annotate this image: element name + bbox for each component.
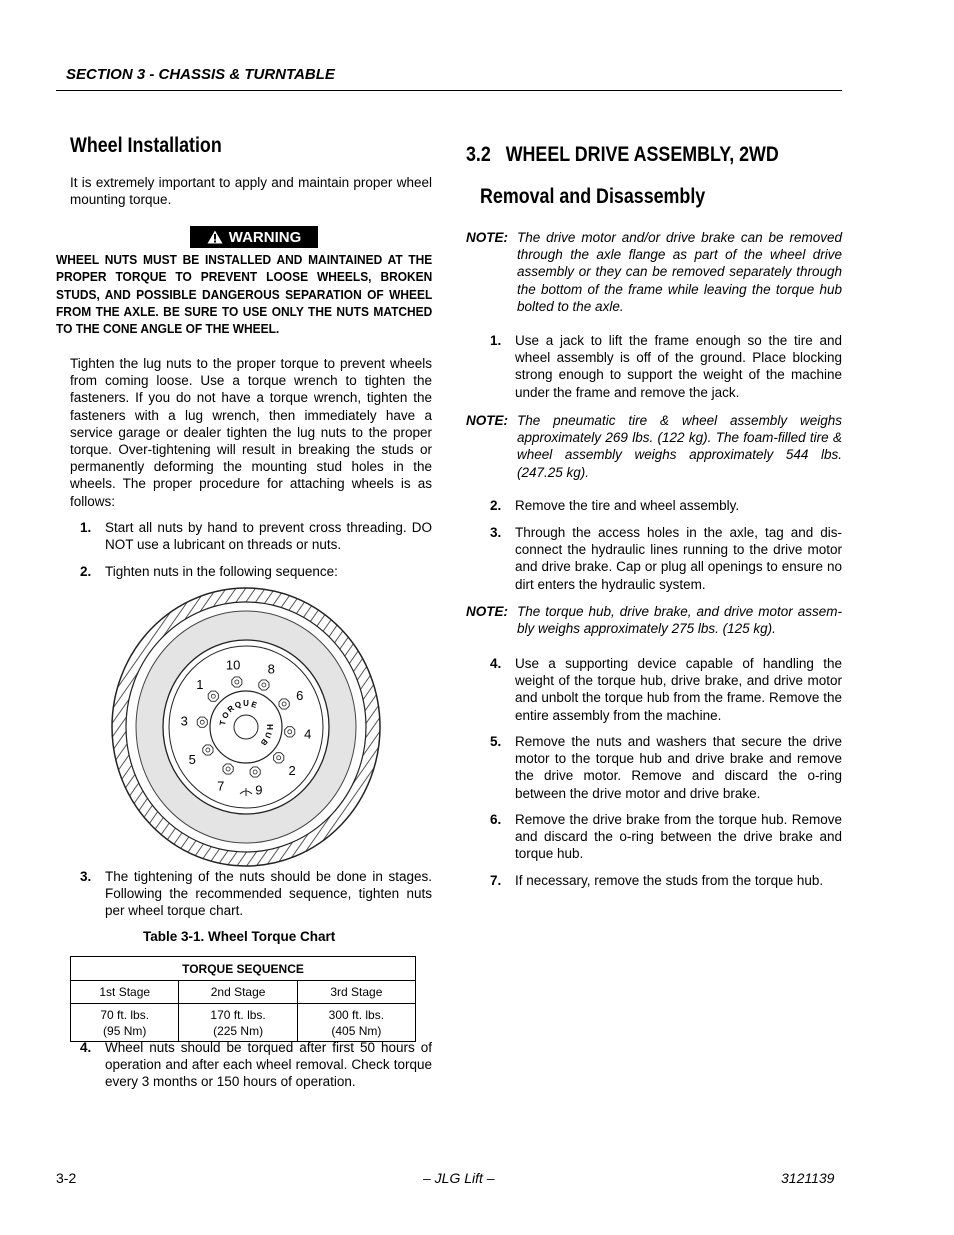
wheel-torque-sequence-figure [110,586,382,868]
step-text: Wheel nuts should be torqued after first 50 hours of operation and after each wheel removal. Check torque every 3 months or 150 hours of operation. [105,1040,432,1090]
hub-letter: E [249,699,259,711]
step-number: 6. [490,812,502,827]
wheel-torque-table [70,956,416,1042]
step-number: 2. [80,564,92,579]
nut-sequence-number: 9 [255,782,263,798]
step-text: Through the access holes in the axle, tag and dis-connect the hydraulic lines running to the drive motor and drive brake. Cap or plug all openings to ensure no dirt enters the hydraulic system. [515,525,842,592]
table-column-header: 2nd Stage [179,981,297,1004]
nut-sequence-number: 6 [296,688,304,703]
step-number: 7. [490,873,502,888]
table-column-header: 3rd Stage [297,981,415,1004]
lug-nut [274,753,284,763]
step-text: Start all nuts by hand to prevent cross threading. DO NOT use a lubricant on threads or nuts. [105,520,432,553]
hub-letter: U [243,699,249,708]
hub-letter: R [225,703,237,715]
torque-value-metric: (225 Nm) [213,1023,264,1038]
step-text: Remove the tire and wheel assembly. [515,498,740,513]
nut-sequence-number: 3 [180,713,188,729]
hub-letter: T [218,719,228,727]
torque-value-metric: (405 Nm) [331,1023,382,1038]
body-paragraph: Tighten the lug nuts to the proper torque to prevent wheels from coming loose. Use a torque wrench to tighten the fasteners. If you do not have a torque wrench, tighten the fasteners with a lug wrench, then immediately have a service garage or dealer tighten the lug nuts to the proper torque. Over-tightening will result in breaking the studs or permanently deforming the mounting stud holes in the wheels. The proper procedure for attaching wheels is as follows: [70,356,432,509]
right-step-6 [490,811,842,863]
left-step-4 [80,1039,432,1091]
step-text: Remove the drive brake from the torque hub. Remove and discard the o-ring between the drive brake and torque hub. [515,812,842,862]
note-label: NOTE: [466,413,508,428]
table-header: TORQUE SEQUENCE [71,957,416,981]
right-step-3 [490,524,842,593]
step-text: Tighten nuts in the following sequence: [105,564,338,579]
step-number: 1. [490,333,502,348]
nut-sequence-number: 5 [188,752,196,767]
step-text: Remove the nuts and washers that secure the drive motor to the torque hub and drive brake and remove the drive motor. Remove and discard the o-ring between the drive motor and drive brake. [515,734,842,801]
wheel-installation-title: Wheel Installation [70,134,222,157]
step-number: 3. [80,869,92,884]
lug-nut [250,767,260,777]
left-step-1 [80,519,432,553]
table-column-header: 1st Stage [71,981,179,1004]
note-label: NOTE: [466,604,508,619]
lug-nut [259,680,269,690]
hub-letter: U [262,730,274,740]
nut-sequence-number: 4 [304,726,312,742]
warning-text-content: WHEEL NUTS MUST BE INSTALLED AND MAINTAINED AT THE PROPER TORQUE TO PREVENT LOOSE WHEELS, BROKEN STUDS, AND POSSIBLE DANGEROUS SEPARATION OF WHEEL FROM THE AXLE. BE SURE TO USE ONLY THE NUTS MATCHED TO THE CONE ANGLE OF THE WHEEL. [56,252,433,337]
step-number: 4. [80,1040,92,1055]
warning-triangle-icon [207,230,223,244]
table-cell [179,1004,297,1042]
nut-sequence-number: 8 [267,661,275,677]
nut-sequence-number: 7 [217,778,225,794]
hub-letter: B [258,736,270,748]
hub-letter: H [265,724,274,730]
note-text: The pneumatic tire & wheel assembly weighs approximately 269 lbs. (122 kg). The foam-filled tire & wheel assembly weighs approximately 544 lbs. (247.25 kg). [517,413,842,480]
step-text: If necessary, remove the studs from the torque hub. [515,873,824,888]
step-number: 3. [490,525,502,540]
note-1 [466,229,842,315]
removal-subtitle: Removal and Disassembly [480,185,706,208]
footer-page-number: 3-2 [56,1170,77,1186]
step-text: Use a supporting device capable of handling the weight of the torque hub, drive brake, and drive motor and unbolt the torque hub from the frame. Remove the entire assembly from the machine. [515,656,842,723]
left-step-2 [80,563,432,580]
lug-nut [223,764,233,774]
step-number: 2. [490,498,502,513]
left-step-3 [80,868,432,920]
note-text: The drive motor and/or drive brake can be removed through the axle flange as part of the wheel drive assembly or they can be removed separately through the bottom of the frame while leaving the torque hub bolted to the axle. [517,230,842,314]
lug-nut [203,745,213,755]
torque-value: 170 ft. lbs. [210,1007,266,1022]
table-caption: Table 3-1. Wheel Torque Chart [143,929,336,944]
right-step-1 [490,332,842,401]
intro-paragraph: It is extremely important to apply and maintain proper wheel mounting torque. [70,175,432,208]
nut-sequence-number: 2 [288,762,296,778]
footer-doc-number: 3121139 [781,1170,835,1186]
note-text: The torque hub, drive brake, and drive motor assem-bly weighs approximately 275 lbs. (125 kg). [517,604,842,637]
table-cell [297,1004,415,1042]
lug-nut [232,677,242,687]
section-header: SECTION 3 - CHASSIS & TURNTABLE [66,66,335,83]
table-row [71,1004,416,1042]
torque-value: 70 ft. lbs. [100,1007,150,1022]
warning-label: WARNING [228,228,302,246]
right-step-2 [490,497,842,514]
step-text: The tightening of the nuts should be done in stages. Following the recommended sequence, tighten nuts per wheel torque chart. [105,869,432,919]
lug-nut [285,727,295,737]
step-number: 4. [490,656,502,671]
lug-nut [197,717,207,727]
torque-value-metric: (95 Nm) [103,1023,147,1038]
step-number: 1. [80,520,92,535]
table-header-row [71,957,416,981]
note-label: NOTE: [466,230,508,245]
note-3 [466,603,842,637]
header-rule [56,90,842,91]
right-step-7 [490,872,842,889]
lug-nut [208,691,218,701]
table-row [71,981,416,1004]
torque-value: 300 ft. lbs. [328,1007,385,1022]
right-step-5 [490,733,842,802]
hub-letter: O [220,710,232,721]
right-step-4 [490,655,842,724]
table-cell [71,1004,179,1042]
step-text: Use a jack to lift the frame enough so the tire and wheel assembly is off of the ground. Place blocking strong enough to support the weight of the machine under the frame and remove the jack. [515,333,842,400]
nut-sequence-number: 10 [225,657,241,673]
torque-hub [210,691,282,763]
footer-brand: – JLG Lift – [423,1170,495,1186]
note-2 [466,412,842,481]
nut-sequence-number: 1 [196,677,204,693]
lug-nut [279,699,289,709]
hub-letter: Q [233,699,243,711]
section-3-2-title: 3.2 WHEEL DRIVE ASSEMBLY, 2WD [466,143,779,166]
step-number: 5. [490,734,502,749]
warning-badge [190,226,318,248]
warning-text [56,251,433,337]
